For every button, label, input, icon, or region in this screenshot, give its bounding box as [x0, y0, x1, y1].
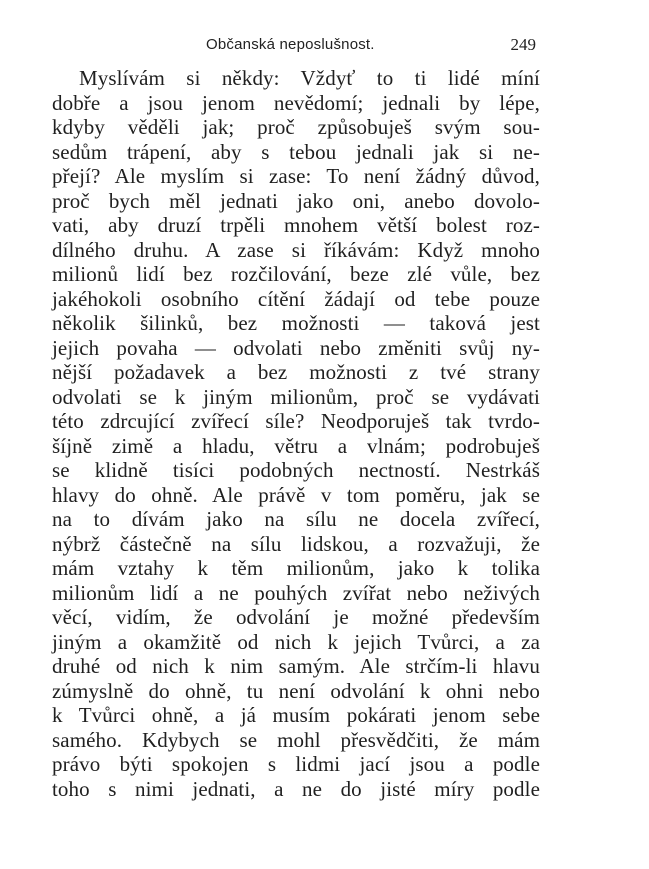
text-line: jiným a okamžitě od nich k jejich Tvůrci, a za [52, 629, 540, 654]
text-line: k Tvůrci ohně, a já musím pokárati jenom sebe [52, 703, 540, 727]
text-line: jakéhokoli osobního cítění žádají od tebe pouze [52, 286, 540, 311]
text-line: se klidně tisíci podobných nectností. Nestrkáš [52, 458, 540, 482]
text-line: nější požadavek a bez možnosti z tvé strany [52, 360, 540, 384]
text-line: na to dívám jako na sílu ne docela zvířecí, [52, 507, 540, 531]
text-line: mám vztahy k těm milionům, jako k tolika [52, 556, 540, 580]
text-line: věcí, vidím, že odvolání je možné především [52, 605, 540, 629]
text-line: toho s nimi jednati, a ne do jisté míry podle [52, 776, 540, 801]
text-line: této zdrcující zvířecí síle? Neodporuješ tak tvrdo- [52, 409, 540, 433]
running-head: Občanská neposlušnost. [206, 36, 375, 53]
page-header [52, 30, 540, 60]
text-line: sedům trápení, aby s tebou jednali jak si ne- [52, 139, 540, 164]
text-line: Myslívám si někdy: Vždyť to ti lidé míní [79, 66, 540, 90]
text-line: milionů lidí bez rozčilování, beze zlé vůle, bez [52, 262, 540, 286]
text-line: jejich povaha — odvolati nebo změniti svůj ny- [52, 335, 540, 360]
text-line: nýbrž částečně na sílu lidskou, a rozvažuji, že [52, 531, 540, 556]
book-page [52, 30, 540, 801]
text-line: kdyby věděli jak; proč způsobuješ svým sou- [52, 115, 540, 139]
body-text [52, 66, 540, 801]
text-line: odvolati se k jiným milionům, proč se vydávati [52, 384, 540, 409]
text-line: několik šilinků, bez možnosti — taková jest [52, 311, 540, 335]
text-line: hlavy do ohně. Ale právě v tom poměru, jak se [52, 482, 540, 507]
text-line: samého. Kdybych se mohl přesvědčiti, že mám [52, 727, 540, 752]
text-line: dobře a jsou jenom nevědomí; jednali by lépe, [52, 90, 540, 115]
text-line: milionům lidí a ne pouhých zvířat nebo neživých [52, 580, 540, 605]
text-line: šíjně zimě a hladu, větru a vlnám; podrobuješ [52, 433, 540, 458]
text-line: zúmyslně do ohně, tu není odvolání k ohni nebo [52, 678, 540, 703]
text-line: právo býti spokojen s lidmi jací jsou a podle [52, 752, 540, 776]
text-line: druhé od nich k nim samým. Ale strčím-li hlavu [52, 654, 540, 678]
text-line: dílného druhu. A zase si říkávám: Když mnoho [52, 237, 540, 262]
page-number: 249 [510, 35, 536, 54]
text-line: vati, aby druzí trpěli mnohem větší bolest roz- [52, 213, 540, 237]
text-line: přejí? Ale myslím si zase: To není žádný důvod, [52, 164, 540, 188]
text-line: proč bych měl jednati jako oni, anebo dovolo- [52, 188, 540, 213]
